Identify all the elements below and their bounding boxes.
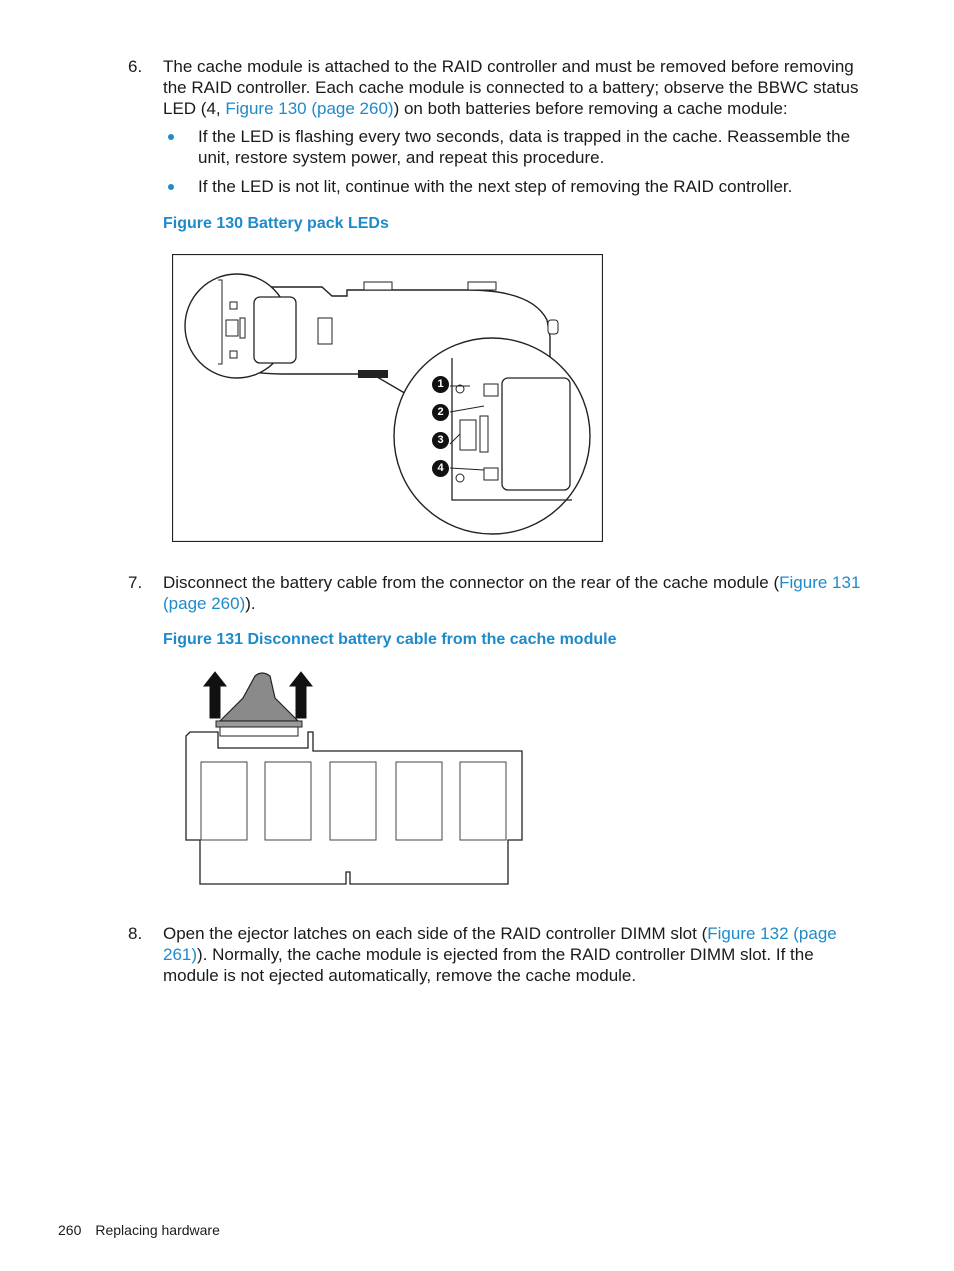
figure-130-caption: Figure 130 Battery pack LEDs [163, 215, 389, 232]
cache-module-illustration [180, 668, 530, 890]
step-text [163, 923, 863, 986]
callout-1: 1 [432, 376, 449, 393]
figure-131-disconnect-battery-cable [180, 668, 530, 890]
step-text-end: ). Normally, the cache module is ejected from the RAID controller DIMM slot. If the module is not ejected automatically, remove the cache module. [163, 945, 814, 985]
battery-pack-illustration [172, 254, 603, 542]
step-text-start: The cache module is attached to the RAID controller and must be removed before removing the RAID controller. Each cache module is connected to a battery; observe the BBWC status LED (4, [163, 57, 859, 118]
step-number: 6. [128, 57, 143, 76]
section-title: Replacing hardware [95, 1222, 220, 1238]
bullet-icon [168, 184, 174, 190]
page-footer [58, 1222, 220, 1238]
page-number: 260 [58, 1222, 82, 1238]
step-text [163, 572, 863, 614]
callout-4: 4 [432, 460, 449, 477]
bullet-text: If the LED is not lit, continue with the next step of removing the RAID controller. [198, 177, 793, 196]
figure-131-caption: Figure 131 Disconnect battery cable from the cache module [163, 631, 617, 648]
step-text-start: Disconnect the battery cable from the connector on the rear of the cache module ( [163, 573, 780, 592]
step-text-end: ). [245, 594, 256, 613]
figure-130-battery-pack-leds [172, 254, 603, 542]
figure-132-link[interactable]: Figure 132 (page 261) [163, 924, 837, 964]
bullet-text: If the LED is flashing every two seconds, data is trapped in the cache. Reassemble the unit, restore system power, and repeat this procedure. [198, 127, 851, 167]
callout-2: 2 [432, 404, 449, 421]
figure-131-link[interactable]: Figure 131 (page 260) [163, 573, 861, 613]
figure-130-link[interactable]: Figure 130 (page 260) [225, 99, 394, 118]
step-text-end: ) on both batteries before removing a cache module: [393, 99, 788, 118]
bullet-icon [168, 134, 174, 140]
step-number: 7. [128, 573, 143, 592]
callout-3: 3 [432, 432, 449, 449]
step-text-start: Open the ejector latches on each side of the RAID controller DIMM slot ( [163, 924, 708, 943]
step-number: 8. [128, 924, 143, 943]
step-text [163, 56, 863, 119]
